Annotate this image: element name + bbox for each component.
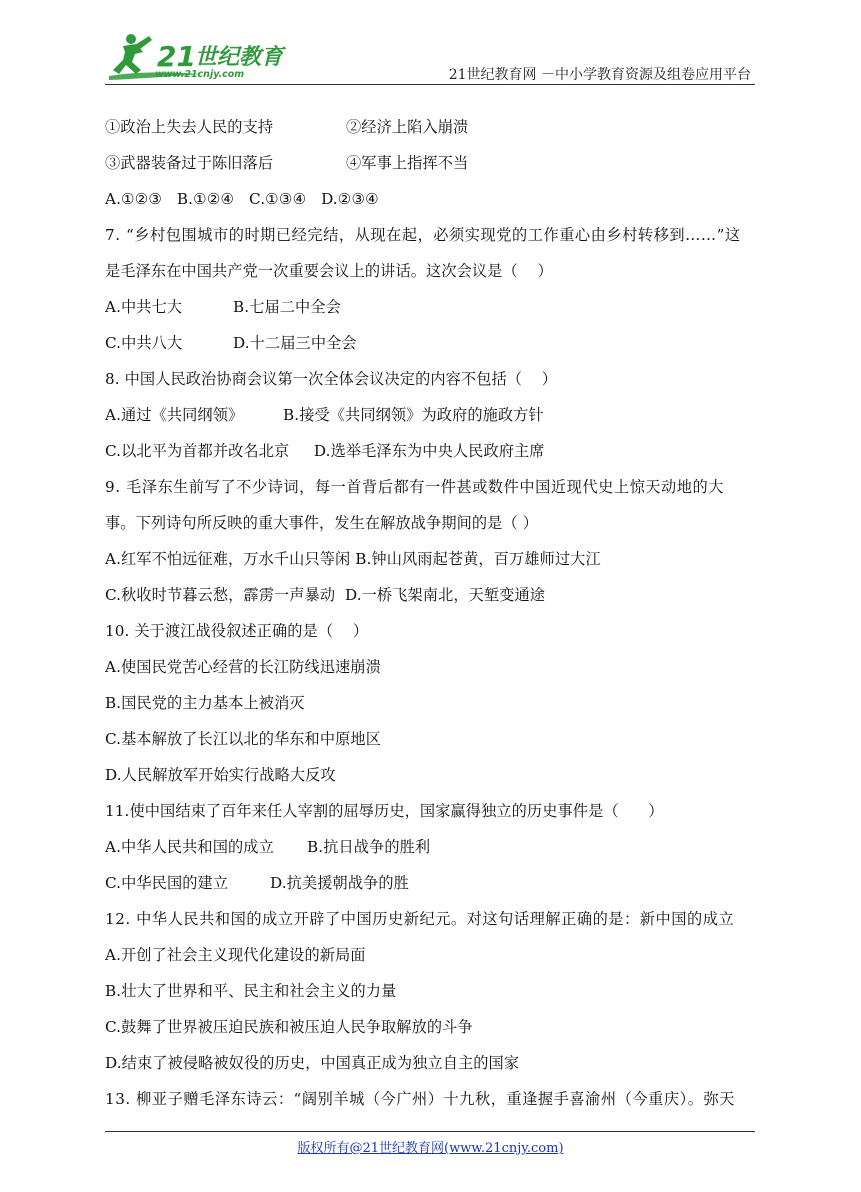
q10-stem: 10. 关于渡江战役叙述正确的是（ ） — [105, 622, 369, 640]
q7-option-d: D.十二届三中全会 — [233, 334, 357, 352]
footer-copyright-link[interactable]: 版权所有@21世纪教育网(www.21cnjy.com) — [297, 1141, 564, 1156]
page-header — [105, 30, 755, 82]
header-divider — [105, 84, 755, 85]
q7-options-row-2 — [105, 325, 759, 361]
q10-option-b: B.国民党的主力基本上被消灭 — [105, 694, 305, 712]
q7-stem-line-2: 是毛泽东在中国共产党一次重要会议上的讲话。这次会议是（ ） — [105, 262, 553, 280]
q11-option-d: D.抗美援朝战争的胜 — [270, 874, 409, 892]
q8-options-row-2: C.以北平为首都并改名北京 D.选举毛泽东为中央人民政府主席 — [105, 442, 545, 460]
q12-stem: 12. 中华人民共和国的成立开辟了中国历史新纪元。对这句话理解正确的是：新中国的成立 — [105, 910, 735, 928]
q6-options-row-1 — [105, 109, 759, 145]
q6-choices: A.①②③ B.①②④ C.①③④ D.②③④ — [105, 190, 379, 208]
q11-options-row-1 — [105, 829, 759, 865]
q7-option-a: A.中共七大 — [105, 298, 183, 316]
q7-option-b: B.七届二中全会 — [233, 298, 341, 316]
q11-option-c: C.中华民国的建立 — [105, 874, 229, 892]
q10-option-d: D.人民解放军开始实行战略大反攻 — [105, 766, 336, 784]
q10-option-c: C.基本解放了长江以北的华东和中原地区 — [105, 730, 381, 748]
svg-text:21: 21 — [157, 40, 196, 73]
footer-divider — [105, 1131, 755, 1132]
q8-option-b: B.接受《共同纲领》为政府的施政方针 — [283, 406, 544, 424]
q11-option-a: A.中华人民共和国的成立 — [105, 838, 274, 856]
q6-option-3: ③武器装备过于陈旧落后 — [105, 154, 274, 172]
q12-option-b: B.壮大了世界和平、民主和社会主义的力量 — [105, 982, 397, 1000]
q9-stem-line-2: 事。下列诗句所反映的重大事件，发生在解放战争期间的是（ ） — [105, 514, 538, 532]
q9-options-row-2: C.秋收时节暮云愁，霹雳一声暴动 D.一桥飞架南北，天堑变通途 — [105, 586, 546, 604]
q7-stem-line-1: 7. “乡村包围城市的时期已经完结，从现在起，必须实现党的工作重心由乡村转移到……”这 — [105, 226, 741, 244]
q7-options-row-1 — [105, 289, 759, 325]
q12-option-d: D.结束了被侵略被奴役的历史，中国真正成为独立自主的国家 — [105, 1054, 520, 1072]
q13-stem-line-1: 13. 柳亚子赠毛泽东诗云：“阔别羊城（今广州）十九秋，重逢握手喜渝州（今重庆）。弥天 — [105, 1090, 735, 1108]
q6-options-row-2 — [105, 145, 759, 181]
q11-options-row-2 — [105, 865, 759, 901]
logo-wordmark: 世纪教育 — [195, 45, 284, 70]
q8-option-a: A.通过《共同纲领》 — [105, 406, 244, 424]
q12-option-a: A.开创了社会主义现代化建设的新局面 — [105, 946, 366, 964]
q11-stem: 11.使中国结束了百年来任人宰割的屈辱历史，国家赢得独立的历史事件是（ ） — [105, 802, 664, 820]
header-tagline: 21世纪教育网 －中小学教育资源及组卷应用平台 — [448, 67, 751, 83]
q6-option-2: ②经济上陷入崩溃 — [346, 118, 469, 136]
q9-stem-line-1: 9. 毛泽东生前写了不少诗词，每一首背后都有一件甚或数件中国近现代史上惊天动地的大 — [105, 478, 724, 496]
q8-options-row-1 — [105, 397, 759, 433]
q9-options-row-1: A.红军不怕远征难，万水千山只等闲 B.钟山风雨起苍黄，百万雄师过大江 — [105, 550, 601, 568]
question-content — [105, 109, 759, 1117]
q7-option-c: C.中共八大 — [105, 334, 183, 352]
logo-url: www.21cnjy.com — [155, 69, 245, 80]
q6-option-4: ④军事上指挥不当 — [346, 154, 469, 172]
q8-stem: 8. 中国人民政治协商会议第一次全体会议决定的内容不包括（ ） — [105, 370, 558, 388]
q10-option-a: A.使国民党苦心经营的长江防线迅速崩溃 — [105, 658, 381, 676]
q12-option-c: C.鼓舞了世界被压迫民族和被压迫人民争取解放的斗争 — [105, 1018, 473, 1036]
q11-option-b: B.抗日战争的胜利 — [307, 838, 431, 856]
site-logo — [105, 30, 305, 82]
q6-option-1: ①政治上失去人民的支持 — [105, 118, 274, 136]
